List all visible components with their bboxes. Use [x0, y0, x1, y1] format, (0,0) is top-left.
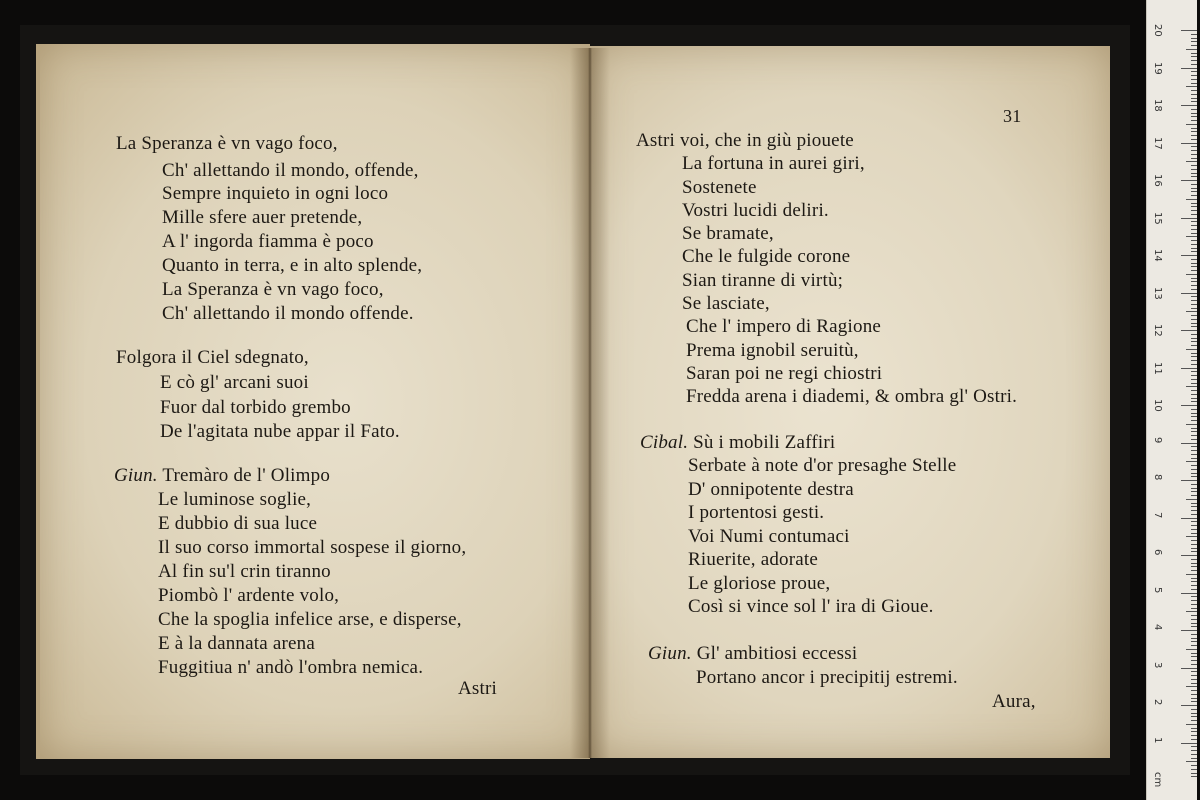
ruler-minor-tick [1191, 769, 1197, 770]
ruler-minor-tick [1191, 653, 1197, 654]
ruler-number: 9 [1152, 436, 1163, 443]
ruler-minor-tick [1191, 353, 1197, 354]
verse-line: Fredda arena i diademi, & ombra gl' Ostri. [686, 386, 1018, 407]
ruler-number: 12 [1152, 324, 1163, 337]
ruler-minor-tick [1191, 154, 1197, 155]
ruler-minor-tick [1191, 390, 1197, 391]
verse-line: Folgora il Ciel sdegnato, [116, 347, 309, 368]
ruler-minor-tick [1191, 446, 1197, 447]
ruler-minor-tick [1191, 75, 1197, 76]
ruler-minor-tick [1191, 53, 1197, 54]
verse-line: E cò gl' arcani suoi [160, 372, 309, 393]
verse-line: Sempre inquieto in ogni loco [162, 183, 389, 204]
verse-line: La fortuna in aurei giri, [682, 153, 865, 174]
verse-line: De l'agitata nube appar il Fato. [160, 421, 400, 442]
ruler-minor-tick [1191, 731, 1197, 732]
verse-line: Fuggitiua n' andò l'ombra nemica. [158, 657, 424, 678]
verse-line: Serbate à note d'or presaghe Stelle [688, 455, 957, 476]
ruler-minor-tick [1191, 476, 1197, 477]
ruler-minor-tick [1191, 506, 1197, 507]
ruler-minor-tick [1191, 38, 1197, 39]
ruler-minor-tick [1186, 386, 1197, 387]
ruler-minor-tick [1191, 401, 1197, 402]
ruler-minor-tick [1191, 488, 1197, 489]
ruler-minor-tick [1191, 71, 1197, 72]
ruler-minor-tick [1191, 638, 1197, 639]
ruler-minor-tick [1191, 323, 1197, 324]
ruler-minor-tick [1191, 581, 1197, 582]
ruler-minor-tick [1191, 709, 1197, 710]
ruler-tick [1181, 218, 1197, 219]
verse-line: Voi Numi contumaci [688, 526, 850, 547]
verse-line: Quanto in terra, e in alto splende, [162, 255, 423, 276]
ruler-tick [1181, 630, 1197, 631]
verse-line: Sostenete [682, 177, 757, 198]
ruler-minor-tick [1191, 585, 1197, 586]
ruler-minor-tick [1191, 285, 1197, 286]
ruler-minor-tick [1191, 259, 1197, 260]
ruler-minor-tick [1191, 615, 1197, 616]
ruler-minor-tick [1186, 199, 1197, 200]
verse-line: Ch' allettando il mondo, offende, [162, 160, 419, 181]
ruler-minor-tick [1186, 161, 1197, 162]
ruler-minor-tick [1191, 334, 1197, 335]
ruler-minor-tick [1191, 750, 1197, 751]
ruler-minor-tick [1191, 109, 1197, 110]
ruler-minor-tick [1191, 521, 1197, 522]
ruler-minor-tick [1191, 713, 1197, 714]
ruler-minor-tick [1191, 375, 1197, 376]
ruler-minor-tick [1186, 311, 1197, 312]
ruler-minor-tick [1191, 398, 1197, 399]
ruler-minor-tick [1186, 724, 1197, 725]
ruler-minor-tick [1191, 364, 1197, 365]
ruler-minor-tick [1186, 536, 1197, 537]
verse-line: Vostri lucidi deliri. [682, 200, 829, 221]
verse-line: Che le fulgide corone [682, 246, 851, 267]
ruler-minor-tick [1191, 135, 1197, 136]
ruler-minor-tick [1191, 690, 1197, 691]
verse-line: Prema ignobil seruitù, [686, 340, 859, 361]
ruler-minor-tick [1186, 686, 1197, 687]
ruler-tick [1181, 668, 1197, 669]
ruler-minor-tick [1191, 608, 1197, 609]
ruler-minor-tick [1186, 124, 1197, 125]
ruler-minor-tick [1191, 341, 1197, 342]
ruler-number: 1 [1152, 736, 1163, 743]
catchword: Astri [458, 678, 497, 699]
ruler-minor-tick [1191, 225, 1197, 226]
ruler-minor-tick [1191, 701, 1197, 702]
ruler-minor-tick [1191, 60, 1197, 61]
verse-line: Se bramate, [682, 223, 774, 244]
ruler-minor-tick [1191, 240, 1197, 241]
ruler-minor-tick [1191, 251, 1197, 252]
ruler-tick [1181, 518, 1197, 519]
ruler-minor-tick [1191, 720, 1197, 721]
ruler-minor-tick [1191, 596, 1197, 597]
ruler-minor-tick [1191, 221, 1197, 222]
ruler-minor-tick [1191, 544, 1197, 545]
ruler-minor-tick [1191, 439, 1197, 440]
ruler-minor-tick [1191, 746, 1197, 747]
ruler-minor-tick [1191, 169, 1197, 170]
ruler-minor-tick [1191, 94, 1197, 95]
verse-line: Piombò l' ardente volo, [158, 585, 340, 606]
ruler-minor-tick [1191, 671, 1197, 672]
ruler-minor-tick [1191, 754, 1197, 755]
ruler-minor-tick [1191, 150, 1197, 151]
ruler-minor-tick [1191, 626, 1197, 627]
ruler-minor-tick [1191, 570, 1197, 571]
ruler-minor-tick [1191, 300, 1197, 301]
ruler-minor-tick [1191, 113, 1197, 114]
ruler-minor-tick [1191, 683, 1197, 684]
verse-text: Tremàro de l' Olimpo [162, 465, 331, 486]
verse-line: Le gloriose proue, [688, 573, 831, 594]
verse-line: E dubbio di sua luce [158, 513, 318, 534]
ruler-minor-tick [1191, 600, 1197, 601]
ruler-minor-tick [1191, 326, 1197, 327]
verse-line: Le luminose soglie, [158, 489, 312, 510]
ruler-minor-tick [1191, 383, 1197, 384]
ruler-minor-tick [1186, 86, 1197, 87]
ruler-minor-tick [1191, 195, 1197, 196]
ruler-minor-tick [1191, 694, 1197, 695]
ruler-number: 6 [1152, 549, 1163, 556]
ruler-minor-tick [1191, 578, 1197, 579]
ruler-minor-tick [1191, 116, 1197, 117]
ruler-minor-tick [1191, 698, 1197, 699]
verse-line: Astri voi, che in giù piouete [636, 130, 854, 151]
ruler-minor-tick [1191, 278, 1197, 279]
ruler-minor-tick [1191, 450, 1197, 451]
ruler-minor-tick [1186, 236, 1197, 237]
ruler-minor-tick [1186, 424, 1197, 425]
measurement-ruler [1146, 0, 1197, 800]
ruler-minor-tick [1186, 611, 1197, 612]
ruler-minor-tick [1191, 758, 1197, 759]
ruler-minor-tick [1191, 420, 1197, 421]
ruler-minor-tick [1191, 540, 1197, 541]
ruler-minor-tick [1191, 510, 1197, 511]
ruler-minor-tick [1191, 634, 1197, 635]
ruler-minor-tick [1191, 98, 1197, 99]
ruler-minor-tick [1191, 604, 1197, 605]
ruler-minor-tick [1191, 679, 1197, 680]
verse-line: E à la dannata arena [158, 633, 315, 654]
ruler-minor-tick [1191, 645, 1197, 646]
verse-line [640, 432, 835, 454]
ruler-minor-tick [1191, 139, 1197, 140]
ruler-minor-tick [1191, 503, 1197, 504]
ruler-minor-tick [1191, 765, 1197, 766]
verse-line: Saran poi ne regi chiostri [686, 363, 883, 384]
ruler-minor-tick [1191, 229, 1197, 230]
ruler-minor-tick [1191, 34, 1197, 35]
ruler-minor-tick [1191, 206, 1197, 207]
ruler-minor-tick [1191, 90, 1197, 91]
verse-line: Ch' allettando il mondo offende. [162, 303, 414, 324]
ruler-minor-tick [1191, 435, 1197, 436]
verse-line: Che la spoglia infelice arse, e disperse, [158, 609, 462, 630]
ruler-number: 5 [1152, 586, 1163, 593]
speaker-label: Cibal. [640, 432, 689, 453]
ruler-number: 15 [1152, 211, 1163, 225]
verse-line [648, 643, 857, 665]
ruler-minor-tick [1191, 469, 1197, 470]
ruler-minor-tick [1191, 589, 1197, 590]
ruler-minor-tick [1191, 101, 1197, 102]
ruler-number: 19 [1152, 61, 1163, 75]
ruler-minor-tick [1191, 716, 1197, 717]
page-number: 31 [1003, 106, 1022, 126]
ruler-minor-tick [1191, 431, 1197, 432]
ruler-minor-tick [1186, 49, 1197, 50]
ruler-minor-tick [1191, 338, 1197, 339]
verse-line: D' onnipotente destra [688, 479, 854, 500]
ruler-minor-tick [1186, 274, 1197, 275]
ruler-tick [1181, 143, 1197, 144]
verse-line: Riuerite, adorate [688, 549, 819, 570]
ruler-minor-tick [1191, 533, 1197, 534]
ruler-minor-tick [1191, 371, 1197, 372]
ruler-minor-tick [1191, 45, 1197, 46]
ruler-minor-tick [1186, 499, 1197, 500]
ruler-minor-tick [1191, 191, 1197, 192]
ruler-minor-tick [1191, 529, 1197, 530]
verse-line: La Speranza è vn vago foco, [116, 133, 338, 154]
ruler-minor-tick [1191, 304, 1197, 305]
ruler-tick [1181, 330, 1197, 331]
ruler-minor-tick [1191, 379, 1197, 380]
verse-text: Gl' ambitiosi eccessi [696, 643, 858, 664]
catchword: Aura, [992, 691, 1036, 712]
ruler-minor-tick [1191, 735, 1197, 736]
ruler-number: 3 [1152, 661, 1163, 668]
ruler-tick [1181, 705, 1197, 706]
ruler-minor-tick [1191, 165, 1197, 166]
verse-line: I portentosi gesti. [688, 502, 825, 523]
ruler-minor-tick [1191, 473, 1197, 474]
ruler-minor-tick [1191, 739, 1197, 740]
verse-line: La Speranza è vn vago foco, [162, 279, 384, 300]
ruler-minor-tick [1191, 319, 1197, 320]
ruler-minor-tick [1191, 244, 1197, 245]
ruler-minor-tick [1191, 428, 1197, 429]
ruler-minor-tick [1191, 296, 1197, 297]
ruler-minor-tick [1191, 270, 1197, 271]
ruler-number: 14 [1152, 249, 1163, 262]
ruler-minor-tick [1191, 281, 1197, 282]
ruler-number: 7 [1152, 511, 1163, 518]
ruler-minor-tick [1191, 188, 1197, 189]
ruler-minor-tick [1191, 79, 1197, 80]
ruler-number: 20 [1152, 24, 1163, 37]
ruler-minor-tick [1191, 551, 1197, 552]
ruler-minor-tick [1191, 263, 1197, 264]
ruler-minor-tick [1191, 548, 1197, 549]
verse-text: Sù i mobili Zaffiri [693, 432, 836, 453]
verse-line: Mille sfere auer pretende, [162, 207, 363, 228]
ruler-minor-tick [1191, 248, 1197, 249]
ruler-minor-tick [1191, 64, 1197, 65]
ruler-minor-tick [1191, 289, 1197, 290]
ruler-minor-tick [1186, 574, 1197, 575]
ruler-minor-tick [1191, 315, 1197, 316]
ruler-minor-tick [1191, 413, 1197, 414]
verse-line: Portano ancor i precipitij estremi. [696, 667, 958, 688]
ruler-minor-tick [1191, 656, 1197, 657]
ruler-minor-tick [1186, 461, 1197, 462]
ruler-minor-tick [1191, 128, 1197, 129]
ruler-minor-tick [1191, 623, 1197, 624]
ruler-minor-tick [1191, 184, 1197, 185]
ruler-minor-tick [1191, 158, 1197, 159]
ruler-tick [1181, 593, 1197, 594]
verse-line: Fuor dal torbido grembo [160, 397, 351, 418]
ruler-minor-tick [1191, 394, 1197, 395]
ruler-minor-tick [1191, 776, 1197, 777]
speaker-label: Giun. [114, 465, 158, 486]
ruler-number: 18 [1152, 99, 1163, 112]
ruler-minor-tick [1191, 308, 1197, 309]
ruler-minor-tick [1191, 416, 1197, 417]
ruler-number: 17 [1152, 136, 1163, 150]
ruler-minor-tick [1191, 176, 1197, 177]
ruler-minor-tick [1191, 563, 1197, 564]
ruler-minor-tick [1191, 675, 1197, 676]
ruler-minor-tick [1191, 120, 1197, 121]
ruler-minor-tick [1191, 266, 1197, 267]
book-gutter [570, 48, 610, 758]
ruler-minor-tick [1191, 173, 1197, 174]
ruler-number: 11 [1152, 361, 1163, 375]
ruler-number: 4 [1152, 624, 1163, 631]
ruler-number: 2 [1152, 699, 1163, 706]
ruler-minor-tick [1191, 210, 1197, 211]
ruler-minor-tick [1191, 559, 1197, 560]
ruler-minor-tick [1191, 619, 1197, 620]
ruler-minor-tick [1191, 660, 1197, 661]
ruler-minor-tick [1191, 356, 1197, 357]
ruler-minor-tick [1191, 566, 1197, 567]
speaker-label: Giun. [648, 643, 692, 664]
ruler-minor-tick [1191, 131, 1197, 132]
ruler-minor-tick [1186, 349, 1197, 350]
ruler-tick [1181, 293, 1197, 294]
ruler-minor-tick [1191, 203, 1197, 204]
ruler-minor-tick [1191, 491, 1197, 492]
ruler-tick [1181, 743, 1197, 744]
ruler-minor-tick [1191, 641, 1197, 642]
ruler-tick [1181, 368, 1197, 369]
ruler-tick [1181, 30, 1197, 31]
verse-line: A l' ingorda fiamma è poco [162, 231, 374, 252]
ruler-minor-tick [1191, 664, 1197, 665]
ruler-minor-tick [1191, 41, 1197, 42]
ruler-minor-tick [1191, 409, 1197, 410]
verse-line: Così si vince sol l' ira di Gioue. [688, 596, 934, 617]
ruler-tick [1181, 180, 1197, 181]
ruler-minor-tick [1191, 454, 1197, 455]
ruler-tick [1181, 405, 1197, 406]
ruler-minor-tick [1191, 146, 1197, 147]
ruler-number: 10 [1152, 399, 1163, 412]
ruler-minor-tick [1191, 83, 1197, 84]
verse-line: Sian tiranne di virtù; [682, 270, 844, 291]
ruler-minor-tick [1191, 728, 1197, 729]
ruler-minor-tick [1191, 233, 1197, 234]
ruler-number: 13 [1152, 286, 1163, 300]
ruler-tick [1181, 68, 1197, 69]
ruler-minor-tick [1191, 514, 1197, 515]
ruler-tick [1181, 255, 1197, 256]
verse-line: Il suo corso immortal sospese il giorno, [158, 537, 467, 558]
ruler-minor-tick [1191, 495, 1197, 496]
ruler-tick [1181, 443, 1197, 444]
verse-line: Se lasciate, [682, 293, 770, 314]
ruler-minor-tick [1191, 458, 1197, 459]
ruler-minor-tick [1191, 465, 1197, 466]
ruler-tick [1181, 105, 1197, 106]
ruler-minor-tick [1191, 773, 1197, 774]
ruler-minor-tick [1191, 360, 1197, 361]
ruler-minor-tick [1186, 649, 1197, 650]
ruler-unit: cm [1152, 772, 1163, 788]
verse-line: Al fin su'l crin tiranno [158, 561, 331, 582]
ruler-tick [1181, 480, 1197, 481]
ruler-minor-tick [1191, 214, 1197, 215]
ruler-minor-tick [1191, 345, 1197, 346]
ruler-minor-tick [1191, 56, 1197, 57]
ruler-tick [1181, 555, 1197, 556]
verse-line [114, 465, 330, 487]
ruler-minor-tick [1186, 761, 1197, 762]
ruler-number: 16 [1152, 174, 1163, 187]
ruler-number: 8 [1152, 474, 1163, 481]
verse-line: Che l' impero di Ragione [686, 316, 882, 337]
ruler-minor-tick [1191, 484, 1197, 485]
ruler-minor-tick [1191, 525, 1197, 526]
